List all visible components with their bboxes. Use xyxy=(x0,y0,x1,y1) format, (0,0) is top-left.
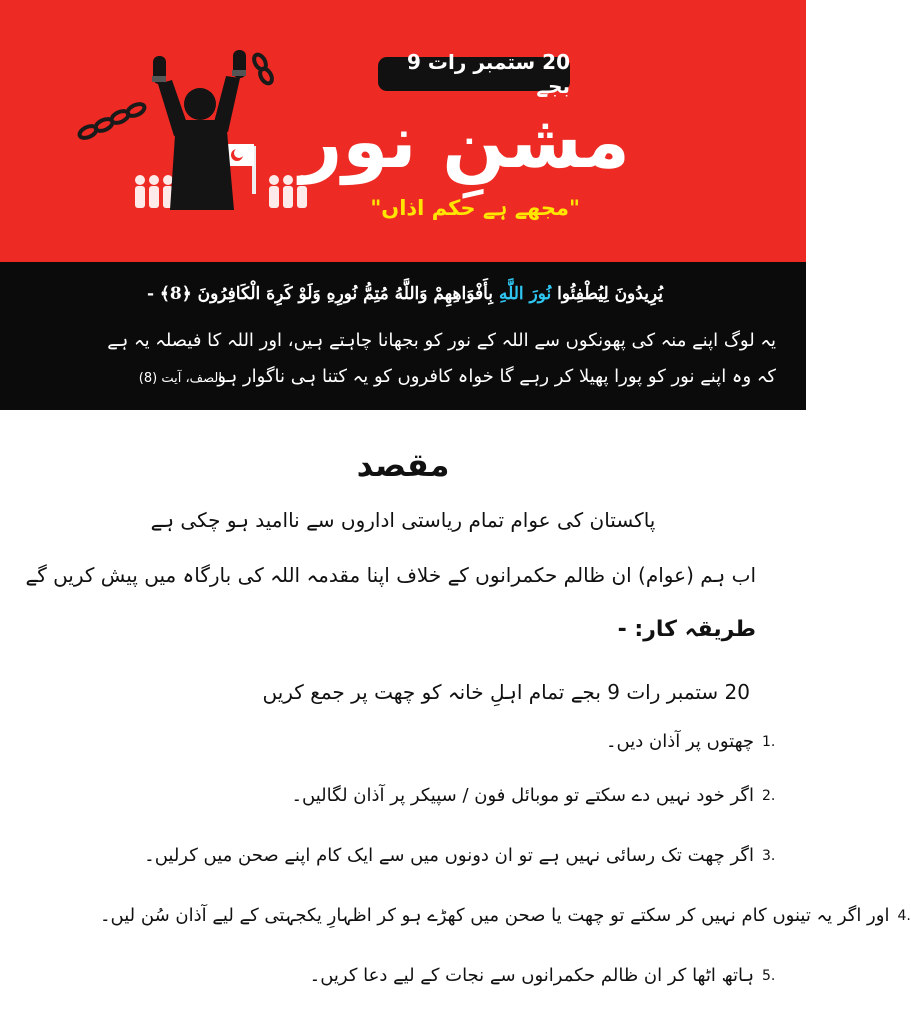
verse-text-before: يُرِيدُونَ لِيُطْفِئُوا xyxy=(551,284,664,304)
verse-translation-line-2: کہ وہ اپنے نور کو پورا پھیلا کر رہے گا خواہ کافروں کو یہ کتنا ہی ناگوار ہو xyxy=(217,366,776,387)
list-item xyxy=(100,776,790,816)
campaign-slogan: "مجھے ہے حکم اذاں" xyxy=(370,196,580,220)
campaign-banner xyxy=(0,0,806,262)
verse-translation-line-1: یہ لوگ اپنے منہ کی پھونکوں سے اللہ کے نور کو بجھانا چاہتے ہیں، اور اللہ کا فیصلہ یہ ہے xyxy=(107,330,776,351)
step-text: اگر خود نہیں دے سکتے تو موبائل فون / سپیکر پر آذان لگالیں۔ xyxy=(291,785,754,806)
list-item xyxy=(100,896,911,936)
list-item xyxy=(100,836,790,876)
step-number: 1. xyxy=(762,734,776,750)
quran-verse-band xyxy=(0,262,806,410)
verse-text-after: بِأَفْوَاهِهِمْ وَاللَّهُ مُتِمُّ نُورِهِ وَلَوْ كَرِهَ الْكَافِرُونَ ﴿8﴾ - xyxy=(146,284,499,304)
step-number: 3. xyxy=(762,848,776,864)
method-heading: طریقہ کار: - xyxy=(617,617,756,642)
gather-instruction: 20 ستمبر رات 9 بجے تمام اہلِ خانہ کو چھت پر جمع کریں xyxy=(262,680,750,704)
event-date-badge: 20 ستمبر رات 9 بجے xyxy=(378,57,570,91)
verse-highlight: نُورَ اللَّهِ xyxy=(498,284,552,304)
campaign-title: مشنِ نور xyxy=(299,99,630,185)
verse-reference: الصف، آیت (8) xyxy=(138,371,222,386)
list-item xyxy=(100,956,790,996)
purpose-line-2: اب ہم (عوام) ان ظالم حکمرانوں کے خلاف اپنا مقدمہ اللہ کی بارگاہ میں پیش کریں گے xyxy=(25,563,756,587)
step-number: 5. xyxy=(762,968,776,984)
step-text: اور اگر یہ تینوں کام نہیں کر سکتے تو چھت یا صحن میں کھڑے ہو کر اظہارِ یکجہتی کے لیے آذان سُن لیں۔ xyxy=(100,905,890,926)
purpose-line-1: پاکستان کی عوام تمام ریاستی اداروں سے ناامید ہو چکی ہے xyxy=(150,508,656,532)
step-number: 4. xyxy=(897,908,911,924)
purpose-heading: مقصد xyxy=(356,446,450,484)
protester-breaking-chains-icon xyxy=(74,40,319,220)
step-text: چھتوں پر آذان دیں۔ xyxy=(606,731,754,752)
list-item xyxy=(100,722,790,762)
step-text: اگر چھت تک رسائی نہیں ہے تو ان دونوں میں سے ایک کام اپنے صحن میں کرلیں۔ xyxy=(144,845,754,866)
step-text: ہاتھ اٹھا کر ان ظالم حکمرانوں سے نجات کے لیے دعا کریں۔ xyxy=(309,965,754,986)
step-number: 2. xyxy=(762,788,776,804)
arabic-verse xyxy=(60,278,750,310)
